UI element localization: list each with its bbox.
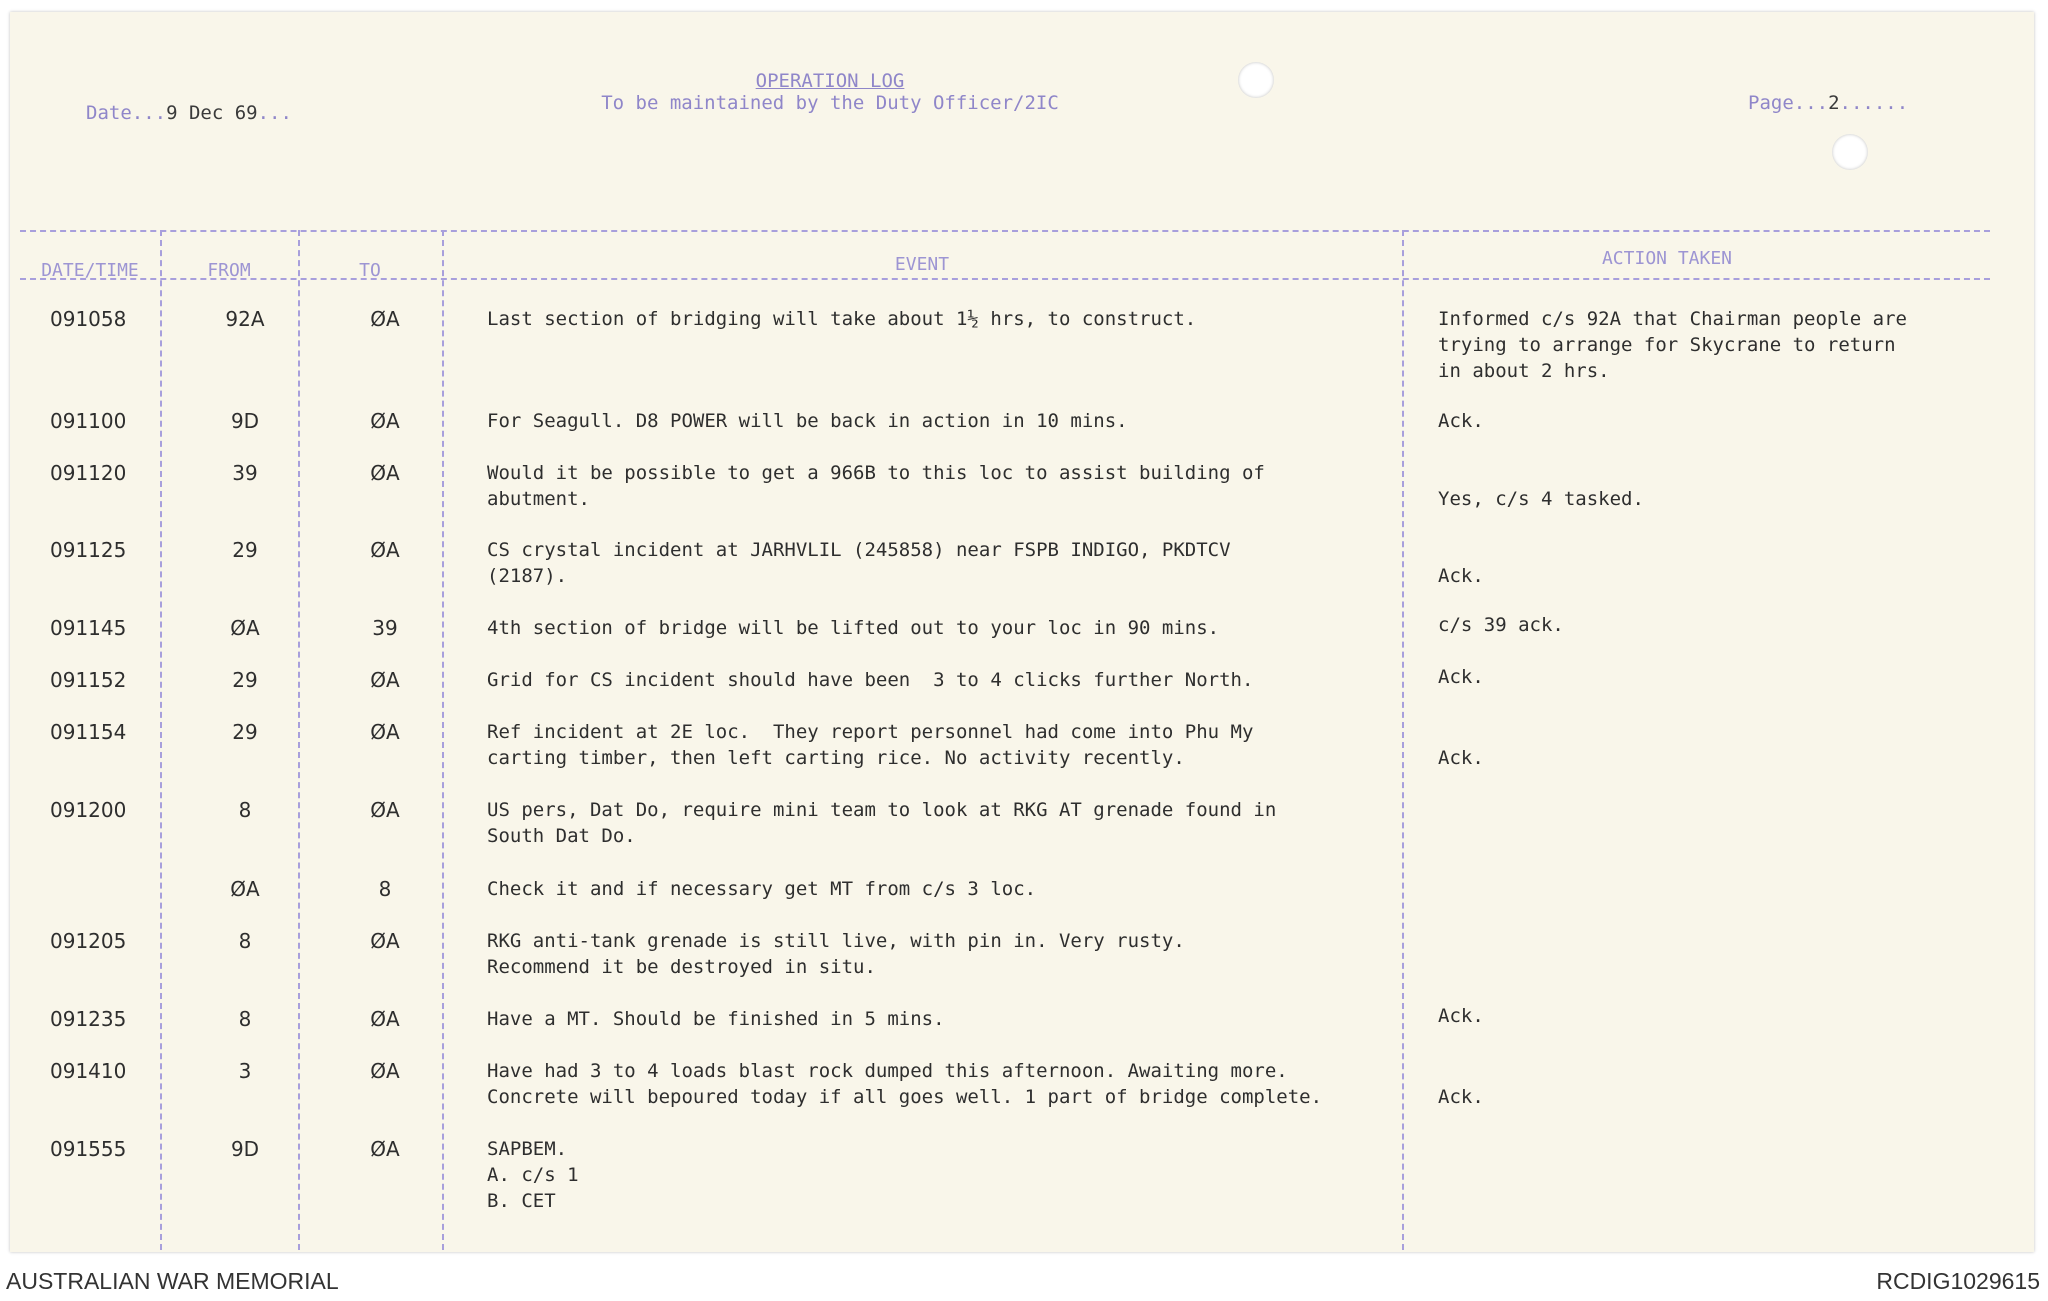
row-event: For Seagull. D8 POWER will be back in action in 10 mins. <box>487 410 1128 432</box>
row-from: 9D <box>230 409 260 433</box>
col-header-from: FROM <box>207 260 251 281</box>
row-to: 39 <box>372 616 398 640</box>
row-to: ØA <box>370 1137 400 1161</box>
row-datetime: 091205 <box>50 929 127 953</box>
page-field <box>1748 92 1908 114</box>
date-value: 9 Dec 69 <box>166 102 258 124</box>
row-from: 92A <box>225 307 265 331</box>
col-header-action: ACTION TAKEN <box>1601 248 1733 269</box>
table-top-rule <box>20 230 1990 232</box>
row-to: ØA <box>370 307 400 331</box>
row-to: ØA <box>370 461 400 485</box>
row-action: Ack. <box>1438 410 1484 432</box>
row-datetime: 091555 <box>50 1137 127 1161</box>
row-action: Yes, c/s 4 tasked. <box>1438 488 1644 510</box>
col-divider-1 <box>160 230 162 1250</box>
page-value: 2 <box>1828 92 1840 114</box>
row-event: Grid for CS incident should have been 3 to 4 clicks further North. <box>487 669 1254 691</box>
row-from: 8 <box>238 798 252 822</box>
row-datetime: 091235 <box>50 1007 127 1031</box>
row-datetime: 091410 <box>50 1059 127 1083</box>
row-to: ØA <box>370 1007 400 1031</box>
row-datetime: 091200 <box>50 798 127 822</box>
row-event: Check it and if necessary get MT from c/s 3 loc. <box>487 878 1037 900</box>
row-event: RKG anti-tank grenade is still live, with pin in. Very rusty. Recommend it be destroyed in situ. <box>487 930 1185 978</box>
row-action: Ack. <box>1438 747 1484 769</box>
row-datetime: 091154 <box>50 720 127 744</box>
page-dots: ...... <box>1839 92 1909 114</box>
title-line-2: To be maintained by the Duty Officer/2IC <box>601 92 1059 114</box>
row-action: Ack. <box>1438 565 1484 587</box>
log-sheet <box>10 12 2034 1252</box>
page-label: Page... <box>1748 92 1829 114</box>
row-datetime: 091100 <box>50 409 127 433</box>
row-event: Have a MT. Should be finished in 5 mins. <box>487 1008 945 1030</box>
footer-record-id: RCDIG1029615 <box>1876 1268 2040 1294</box>
row-event: Ref incident at 2E loc. They report personnel had come into Phu My carting timber, then left carting rice. No activity recently. <box>487 721 1254 769</box>
col-header-to: TO <box>359 260 381 281</box>
row-to: ØA <box>370 720 400 744</box>
row-event: Last section of bridging will take about 1½ hrs, to construct. <box>487 308 1197 330</box>
col-divider-2 <box>298 230 300 1250</box>
row-from: 29 <box>232 538 258 562</box>
row-from: ØA <box>230 877 260 901</box>
row-action: Informed c/s 92A that Chairman people are trying to arrange for Skycrane to return in about 2 hrs. <box>1438 308 1907 382</box>
row-datetime: 091145 <box>50 616 127 640</box>
row-to: ØA <box>370 798 400 822</box>
row-action: Ack. <box>1438 1086 1484 1108</box>
row-to: ØA <box>370 409 400 433</box>
row-from: 29 <box>232 720 258 744</box>
row-from: 8 <box>238 1007 252 1031</box>
row-to: ØA <box>370 929 400 953</box>
date-dots: ... <box>257 102 292 124</box>
row-event: 4th section of bridge will be lifted out to your loc in 90 mins. <box>487 617 1220 639</box>
col-header-datetime: DATE/TIME <box>41 260 139 281</box>
row-to: ØA <box>370 538 400 562</box>
row-from: 8 <box>238 929 252 953</box>
row-event: SAPBEM. A. c/s 1 B. CET <box>487 1138 579 1212</box>
row-action: Ack. <box>1438 1005 1484 1027</box>
row-datetime: 091120 <box>50 461 127 485</box>
row-datetime: 091125 <box>50 538 127 562</box>
row-action: c/s 39 ack. <box>1438 614 1564 636</box>
row-from: ØA <box>230 616 260 640</box>
row-event: US pers, Dat Do, require mini team to look at RKG AT grenade found in South Dat Do. <box>487 799 1277 847</box>
row-from: 39 <box>232 461 258 485</box>
punch-hole-right <box>1832 134 1868 170</box>
title-line-1: OPERATION LOG <box>755 70 905 92</box>
date-label: Date... <box>86 102 167 124</box>
date-field <box>86 102 292 124</box>
row-event: Have had 3 to 4 loads blast rock dumped this afternoon. Awaiting more. Concrete will bepoured today if all goes well. 1 part of bridge complete. <box>487 1060 1323 1108</box>
row-to: ØA <box>370 1059 400 1083</box>
row-event: CS crystal incident at JARHVLIL (245858) near FSPB INDIGO, PKDTCV (2187). <box>487 539 1231 587</box>
col-divider-3 <box>442 230 444 1250</box>
row-datetime: 091152 <box>50 668 127 692</box>
col-header-event: EVENT <box>894 254 950 275</box>
footer-institution: AUSTRALIAN WAR MEMORIAL <box>6 1268 339 1294</box>
row-from: 3 <box>238 1059 252 1083</box>
row-from: 29 <box>232 668 258 692</box>
punch-hole-top <box>1238 62 1274 98</box>
row-datetime: 091058 <box>50 307 127 331</box>
log-title <box>570 70 1090 114</box>
row-from: 9D <box>230 1137 260 1161</box>
row-action: Ack. <box>1438 666 1484 688</box>
row-to: ØA <box>370 668 400 692</box>
row-event: Would it be possible to get a 966B to this loc to assist building of abutment. <box>487 462 1265 510</box>
col-divider-4 <box>1402 230 1404 1250</box>
row-to: 8 <box>378 877 392 901</box>
